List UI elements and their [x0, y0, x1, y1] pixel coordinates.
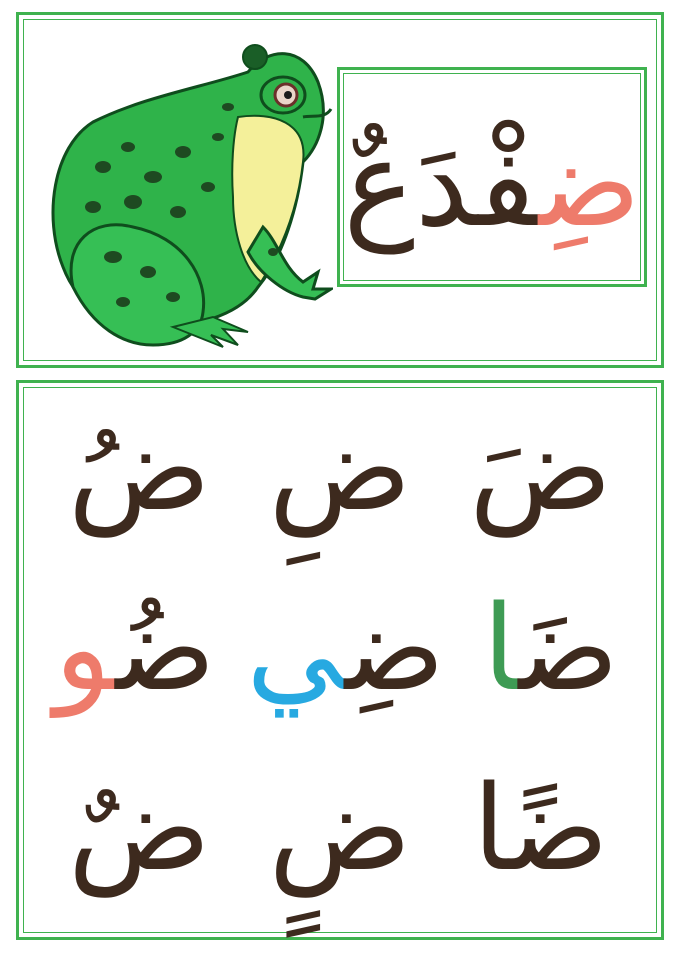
- top-card: [16, 12, 664, 368]
- word-box: [337, 67, 647, 287]
- dad-alif: [476, 573, 626, 723]
- frog-word: [340, 110, 644, 260]
- dad-damma: ضُ: [67, 399, 211, 537]
- frog-illustration: [33, 27, 333, 367]
- waw-extension: و: [54, 579, 116, 717]
- dad-ya: [246, 573, 445, 723]
- dad-kasra: ضِ: [268, 399, 412, 537]
- tanween-row: [39, 753, 641, 903]
- alif-extension: ا: [482, 579, 519, 717]
- word-rest: فْدَعٌ: [343, 115, 539, 254]
- dad-tanween-damm: ضٌ: [67, 759, 211, 897]
- dad-tanween-kasr: ضٍ: [268, 759, 412, 897]
- dad-alif-base: ضَ: [518, 579, 619, 717]
- long-vowels-row: [39, 573, 641, 723]
- word-first-letter: ضِ: [538, 115, 641, 254]
- dad-waw: [54, 573, 215, 723]
- ya-extension: ي: [246, 579, 345, 717]
- dad-tanween-fath: ضًا: [472, 759, 609, 897]
- dad-waw-base: ضُ: [115, 579, 216, 717]
- dad-ya-base: ضِ: [344, 579, 445, 717]
- syllables-card: [16, 380, 664, 940]
- short-vowels-row: [39, 393, 641, 543]
- dad-fatha: ضَ: [469, 399, 612, 537]
